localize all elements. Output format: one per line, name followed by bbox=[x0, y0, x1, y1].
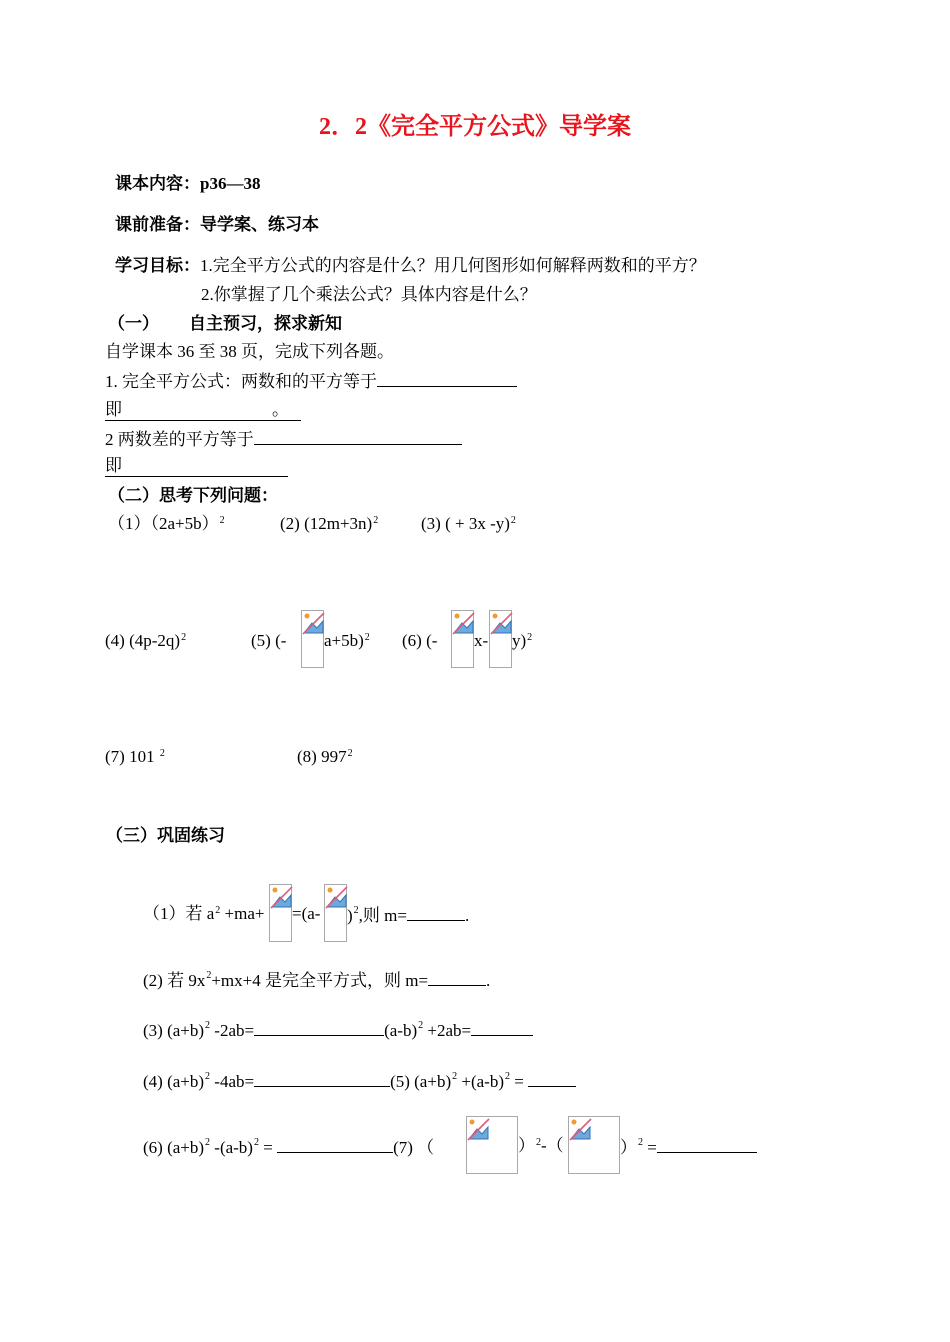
formula-image-icon bbox=[451, 610, 474, 668]
q2-ji-line: 即 bbox=[105, 456, 288, 477]
problem-1: $(1)(2a+5b)^2$ bbox=[108, 514, 225, 533]
problem-7: (7) 101 $^2$ bbox=[105, 747, 165, 766]
exercise-2: (2) 若 $9x^2+mx+4$ 是完全平方式，则 m= . bbox=[143, 970, 491, 990]
goal-line-2: 2.你掌握了几个乘法公式？具体内容是什么？ bbox=[201, 285, 537, 304]
exercise-7-rest: ）$^2$ = bbox=[620, 1136, 757, 1158]
course-content-line: 课本内容：p36—38 bbox=[115, 174, 261, 193]
problem-3: (3) ( + 3x -y)$^2$ bbox=[421, 514, 516, 533]
q2-line: 2 两数差的平方等于 bbox=[105, 428, 462, 450]
formula-image-icon bbox=[269, 884, 292, 942]
section1-heading: （一） 自主预习，探求新知 bbox=[108, 314, 342, 333]
answer-blank[interactable] bbox=[528, 1070, 576, 1087]
section2-heading: （二）思考下列问题： bbox=[108, 486, 278, 505]
answer-blank[interactable] bbox=[254, 428, 462, 445]
exercise-7-mid: ）$^2$-（ bbox=[518, 1136, 564, 1155]
formula-image-icon bbox=[324, 884, 347, 942]
formula-image-icon bbox=[301, 610, 324, 668]
page-title: 2．2《完全平方公式》导学案 bbox=[319, 114, 631, 140]
prep-line: 课前准备：导学案、练习本 bbox=[115, 215, 319, 234]
answer-blank[interactable] bbox=[657, 1136, 757, 1153]
problem-4: (4) $(4p-2q)^2$ bbox=[105, 631, 187, 650]
formula-image-icon bbox=[466, 1116, 518, 1174]
problem-5-rest: a+5b)$^2$ bbox=[324, 631, 370, 650]
formula-image-icon bbox=[568, 1116, 620, 1174]
problem-6-mid: x- bbox=[474, 631, 489, 650]
problem-6-rest: y)$^2$ bbox=[512, 631, 533, 650]
q1-line: 1. 完全平方公式：两数和的平方等于 bbox=[105, 370, 517, 392]
answer-blank[interactable] bbox=[277, 1136, 393, 1153]
problem-6: (6) (- bbox=[402, 631, 438, 650]
answer-blank[interactable] bbox=[254, 1019, 384, 1036]
exercise-1-rest: )$^2$,则 m= . bbox=[347, 905, 470, 925]
answer-blank[interactable] bbox=[377, 370, 517, 387]
exercise-4-5: (4) $(a+b)^2$ -4ab= (5) $(a+b)^2 +(a-b)^2$ = bbox=[143, 1070, 576, 1092]
problem-2: (2) $(12m+3n)^2$ bbox=[280, 514, 379, 533]
answer-blank[interactable] bbox=[428, 969, 486, 986]
q1-ji-line: 即 。 bbox=[105, 400, 301, 421]
answer-blank[interactable] bbox=[471, 1019, 533, 1036]
section1-intro: 自学课本 36 至 38 页，完成下列各题。 bbox=[105, 342, 394, 361]
exercise-1: （1）若 $a^2 +ma+$ bbox=[143, 904, 265, 923]
answer-blank[interactable] bbox=[254, 1070, 390, 1087]
goal-line-1: 学习目标：1.完全平方公式的内容是什么？用几何图形如何解释两数和的平方？ bbox=[115, 256, 706, 275]
answer-blank[interactable] bbox=[407, 904, 465, 921]
exercise-3: (3) $(a+b)^2$ $-2ab= (a-b)^2 +2ab=$ bbox=[143, 1019, 533, 1041]
section3-heading: （三）巩固练习 bbox=[106, 826, 225, 845]
problem-5: (5) (- bbox=[251, 631, 287, 650]
exercise-6: (6) $(a+b)^2$ $-(a-b)^2 = (7)$ （ bbox=[143, 1137, 435, 1157]
exercise-1-mid: =(a- bbox=[292, 904, 321, 923]
problem-8: (8) $997^2$ bbox=[297, 747, 353, 766]
formula-image-icon bbox=[489, 610, 512, 668]
